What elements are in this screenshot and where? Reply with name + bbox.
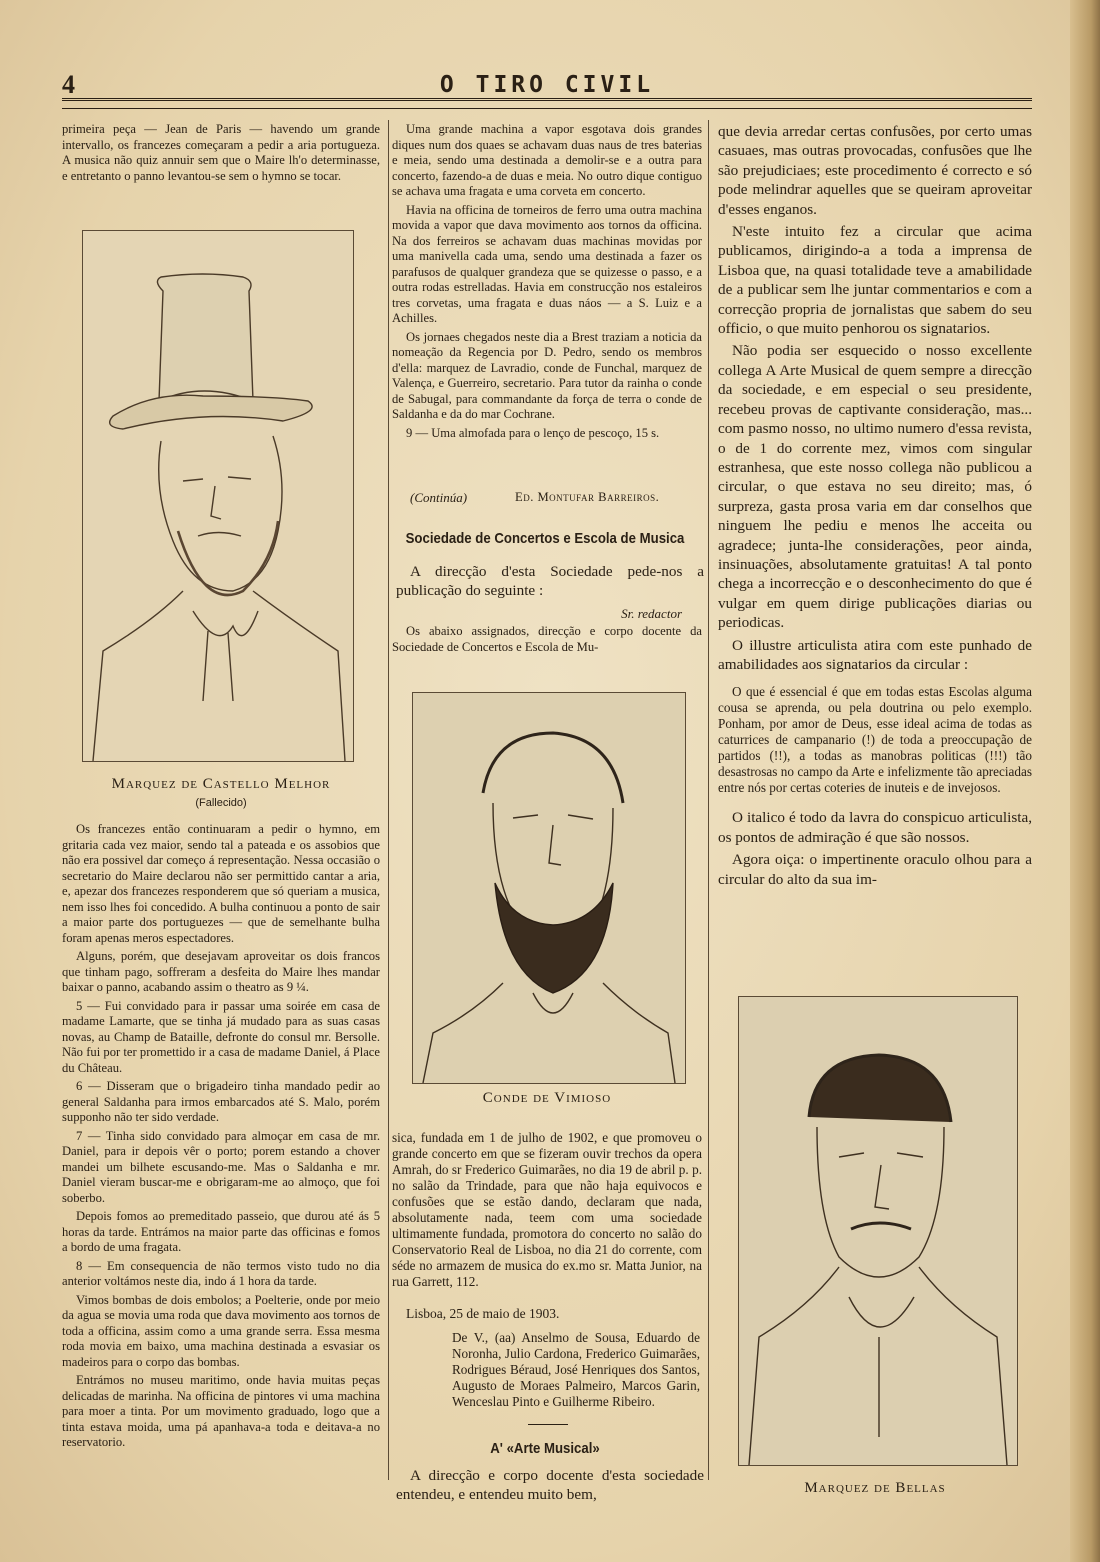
right-paragraph: Agora oiça: o impertinente oraculo olhou para a circular do alto da sua im-	[718, 851, 1032, 888]
right-paragraph: N'este intuito fez a circular que acima publicamos, dirigindo-a a toda a imprensa de Lisboa que, na quasi totalidade teve a amabilidade de a publicar sem lhe juntar commentarios e com a correcção propria de jornalistas que sabem do seu officio, o que muito penhorou os signatarios.	[718, 223, 1032, 338]
subcaption-fallecido: (Fallecido)	[195, 797, 247, 809]
right-paragraph: O illustre articulista atira com este punhado de amabilidades aos signatarios da circular :	[718, 636, 1032, 673]
header-double-rule	[62, 98, 1032, 105]
date-line: Lisboa, 25 de maio de 1903.	[406, 1306, 560, 1321]
caption-bellas: Marquez de Bellas	[804, 1480, 946, 1496]
section-title-arte-musical: A' «Arte Musical»	[490, 1440, 600, 1457]
section-title-sociedade: Sociedade de Concertos e Escola de Musica	[405, 530, 685, 547]
page-number: 4	[62, 70, 75, 99]
section2-start: A direcção e corpo docente d'esta sociedade entendeu, e entendeu muito bem,	[396, 1467, 704, 1504]
left-paragraph: Vimos bombas de dois embolos; a Poelterie, onde por meio da agua se movia uma roda que dava movimento aos tornos de toda a officina, assim como a uma grande serra. Essa mesma roda movia em baixo, uma machina destinada a esvasiar os madeiros para o corpo das bombas.	[62, 1292, 380, 1369]
right-paragraph: que devia arredar certas confusões, por certo umas casuaes, mas outras provocadas, confusões que lhe são prejudiciaes; este procedimento é correcto e só pode melindrar aquelles que se queiram aproveitar d'esses enganos.	[718, 123, 1032, 218]
salutation: Sr. redactor	[621, 605, 682, 621]
right-paragraph: O italico é todo da lavra do conspicuo articulista, os pontos de admiração é que são nossos.	[718, 809, 1032, 846]
page-spine	[1070, 0, 1100, 1562]
right-quote: O que é essencial é que em todas estas Escolas alguma cousa se aprenda, ou pela doutrina ou pelo exemplo. Ponham, por amor de Deus, esse ideal acima de todas as caturrices de campanario (!) de toda a preoccupação de partidos (!!), a todas as manobras politicas (!!!) tão desastrosas no campo da Arte e infelizmente tão apreciadas entre nós por certas coteries de inuteis e de invejosos.	[718, 684, 1032, 796]
middle-intro: A direcção d'esta Sociedade pede-nos a publicação do seguinte :	[396, 563, 704, 600]
caption-castello-melhor: Marquez de Castello Melhor	[111, 776, 331, 792]
left-paragraph: Os francezes então continuaram a pedir o hymno, em gritaria cada vez maior, sendo tal a pateada e os assobios que não era possivel dar começo á representação. Nessa occasião o secretario do Maire declarou não ser permittido cantar a aria, e, apezar dos francezes responderem que só queriam a musica, nem isso lhes foi concedido. A bulha continuou a ponto de sair a maior parte dos portuguezes — que de semelhante bulha foram apenas meros espectadores.	[62, 822, 380, 945]
portrait-castello-melhor	[82, 230, 354, 762]
middle-body	[392, 122, 702, 444]
middle-paragraph: Uma grande machina a vapor esgotava dois grandes diques num dos quaes se achavam duas naus de tres baterias e meia, sendo uma destinada a demolir-se e a outra para concerto, fazendo-a de duas e meia. No outro dique contiguo se achava uma fragata e uma corveta em concerto.	[392, 122, 702, 198]
signatures-block	[452, 1330, 700, 1413]
section-separator	[528, 1424, 568, 1425]
article-author: Ed. Montufar Barreiros.	[515, 490, 660, 504]
letter-start: Os abaixo assignados, direcção e corpo docente da Sociedade de Concertos e Escola de Mu-	[392, 624, 702, 654]
middle-paragraph: Havia na officina de torneiros de ferro uma outra machina movida a vapor que dava movimento aos tornos da officina. Na dos ferreiros se achavam duas machinas movidas por uma manivella cada uma, sendo uma destinada a fazer os parafusos de qualquer grandeza que se quizesse o passo, e a outra rodas estrelladas. Havia em construcção nos estaleiros tres corvetas, uma fragata e duas náos — a S. Luiz e a Achilles.	[392, 202, 702, 325]
signatures: De V., (aa) Anselmo de Sousa, Eduardo de Noronha, Julio Cardona, Frederico Guimarães, Rodrigues Béraud, José Henriques dos Santos, Augusto de Moraes Palmeiro, Marcos Garin, Wenceslau Pinto e Guilherme Ribeiro.	[452, 1330, 700, 1409]
middle-letter-continued	[392, 1130, 702, 1293]
left-top-text	[62, 122, 380, 187]
portrait-vimioso	[412, 692, 686, 1084]
section2-body	[396, 1466, 704, 1508]
middle-paragraph: Os jornaes chegados neste dia a Brest traziam a noticia da nomeação da Regencia por D. Pedro, sendo os membros d'ella: marquez de Lavradio, conde de Funchal, marquez de Valença, e Guerreiro, secretario. Para tutor da rainha o conde de Sabugal, para commandante da força de terra o conde de Saldanha e da do mar Cochrane.	[392, 329, 702, 421]
caption-vimioso: Conde de Vimioso	[482, 1090, 612, 1106]
middle-paragraph: 9 — Uma almofada para o lenço de pescoço, 15 s.	[406, 425, 660, 440]
middle-letter-start	[392, 624, 702, 658]
continua-label: (Continúa)	[410, 490, 468, 505]
left-paragraph: 6 — Disseram que o brigadeiro tinha mandado pedir ao general Saldanha para irmos embarcados até S. Malo, porém supponho não ter sido verdade.	[62, 1079, 380, 1124]
portrait-bellas	[738, 996, 1018, 1466]
left-paragraph: 8 — Em consequencia de não termos visto tudo no dia anterior voltámos neste dia, indo á 1 hora da tarde.	[62, 1258, 380, 1288]
masthead-title: O TIRO CIVIL	[439, 72, 655, 98]
column-divider-left	[388, 120, 389, 1480]
left-paragraph: 7 — Tinha sido convidado para almoçar em casa de mr. Daniel, para ir depois vêr o porto; porem estando a chover mandei um bilhete escusando-me. Mas o Saldanha e mr. Daniel vieram buscar-me e obrigaram-me ao almoço, que foi soberbo.	[62, 1128, 380, 1205]
left-top-paragraph: primeira peça — Jean de Paris — havendo um grande intervallo, os francezes começaram a pedir a aria portugueza. A musica não quiz annuir sem que o Maire lh'o determinasse, e entretanto o panno levantou-se sem o hymno se tocar.	[62, 122, 380, 183]
column-divider-right	[708, 120, 709, 1480]
left-paragraph: Depois fomos ao premeditado passeio, que durou até ás 5 horas da tarde. Entrámos na maior parte das officinas e fomos a bordo de uma fragata.	[62, 1209, 380, 1254]
left-paragraph: Entrámos no museu maritimo, onde havia muitas peças delicadas de marinha. Na officina de pintores vi uma machina para moer a tinta. Por um movimento graduado, logo que a tinta estava moida, uma pá apanhava-a toda e deitava-a no reservatorio.	[62, 1373, 380, 1449]
letter-continued: sica, fundada em 1 de julho de 1902, e que promoveu o grande concerto em que se fizeram ouvir trechos da opera Amrah, do sr Frederico Guimarães, no dia 19 de abril p. p. no salão da Trindade, para que não haja equivocos e confusões que se estão dando, declaram que nada, absolutamente nada, teem com uma sociedade ultimamente fundada, promotora do concerto no salão do Conservatorio Real de Lisboa, no dia 21 do corrente, com séde no armazem de musica do ex.mo sr. Matta Junior, na rua Garrett, 112.	[392, 1130, 702, 1289]
right-body	[718, 122, 1032, 892]
left-body	[62, 822, 380, 1454]
right-paragraph: Não podia ser esquecido o nosso excellente collega A Arte Musical de quem sempre a direcção da sociedade, e em especial o seu presidente, recebeu provas de captivante consideração, mas... com pasmo nosso, no ultimo numero d'essa revista, o de 1 do corrente mez, vimos com singular estranhesa, que este nosso collega não publicou a circular, o que estava no seu direito; mas, ó surpreza, gasta prosa varia em dar conselhos que ninguem lhe pediu e menos lhe acceita ou agradece; junta-lhe considerações, peor ainda, insinuações, absolutamente gratuitas! A tal ponto chega a incorrecção e o desconhecimento do que é vulgar em quem dirige publicações diarias ou periodicas.	[718, 342, 1032, 632]
middle-letter	[396, 562, 704, 626]
left-paragraph: 5 — Fui convidado para ir passar uma soirée em casa de madame Lamarte, que se tinha já mudado para as suas casas novas, au Champ de Bataille, defronte do consul mr. Bersolle. Não fui por ter promettido ir a casa de madame Daniel, á Place du Château.	[62, 998, 380, 1075]
header-rule	[62, 108, 1032, 109]
left-paragraph: Alguns, porém, que desejavam aproveitar os dois francos que tinham pago, soffreram a desfeita do Maire lhes mandar baixar o panno, acabando assim o theatro as 9 ¼.	[62, 949, 380, 994]
